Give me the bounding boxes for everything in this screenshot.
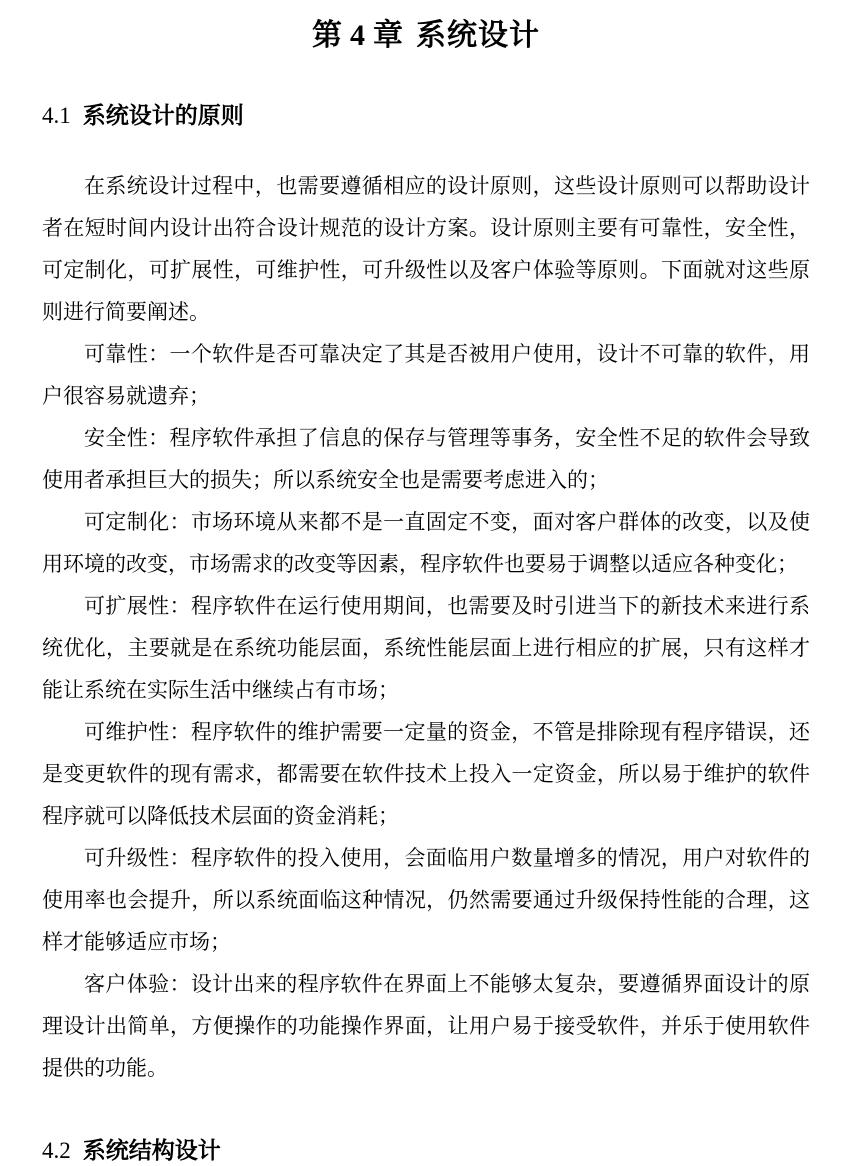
chapter-title-number: 4 [350, 19, 366, 52]
section-4-1-number: 4.1 [42, 103, 71, 128]
section-heading-4-2 [42, 1135, 810, 1166]
paragraph-security: 安全性：程序软件承担了信息的保存与管理等事务，安全性不足的软件会导致使用者承担巨大的损失；所以系统安全也是需要考虑进入的； [42, 426, 810, 492]
paragraph-customizability: 可定制化：市场环境从来都不是一直固定不变，面对客户群体的改变，以及使用环境的改变，市场需求的改变等因素，程序软件也要易于调整以适应各种变化； [42, 510, 810, 576]
section-4-1-title: 系统设计的原则 [82, 102, 244, 128]
chapter-title-name: 系统设计 [416, 19, 540, 52]
chapter-title-prefix: 第 [312, 19, 343, 52]
section-heading-4-1 [42, 100, 810, 131]
paragraph-extensibility: 可扩展性：程序软件在运行使用期间，也需要及时引进当下的新技术来进行系统优化，主要就是在系统功能层面，系统性能层面上进行相应的扩展，只有这样才能让系统在实际生活中继续占有市场； [42, 594, 810, 702]
paragraph-intro: 在系统设计过程中，也需要遵循相应的设计原则，这些设计原则可以帮助设计者在短时间内设计出符合设计规范的设计方案。设计原则主要有可靠性，安全性，可定制化，可扩展性，可维护性，可升级性以及客户体验等原则。下面就对这些原则进行简要阐述。 [42, 174, 810, 324]
paragraph-upgradability: 可升级性：程序软件的投入使用，会面临用户数量增多的情况，用户对软件的使用率也会提升，所以系统面临这种情况，仍然需要通过升级保持性能的合理，这样才能够适应市场； [42, 846, 810, 954]
section-4-1-body [42, 165, 810, 1089]
chapter-title [42, 14, 810, 58]
paragraph-reliability: 可靠性：一个软件是否可靠决定了其是否被用户使用，设计不可靠的软件，用户很容易就遗弃； [42, 342, 810, 408]
section-4-2-number: 4.2 [42, 1138, 71, 1163]
paragraph-maintainability: 可维护性：程序软件的维护需要一定量的资金，不管是排除现有程序错误，还是变更软件的现有需求，都需要在软件技术上投入一定资金，所以易于维护的软件程序就可以降低技术层面的资金消耗； [42, 720, 810, 828]
section-4-2-title: 系统结构设计 [82, 1137, 221, 1163]
paragraph-user-experience: 客户体验：设计出来的程序软件在界面上不能够太复杂，要遵循界面设计的原理设计出简单，方便操作的功能操作界面，让用户易于接受软件，并乐于使用软件提供的功能。 [42, 972, 810, 1080]
chapter-title-marker: 章 [373, 19, 404, 52]
